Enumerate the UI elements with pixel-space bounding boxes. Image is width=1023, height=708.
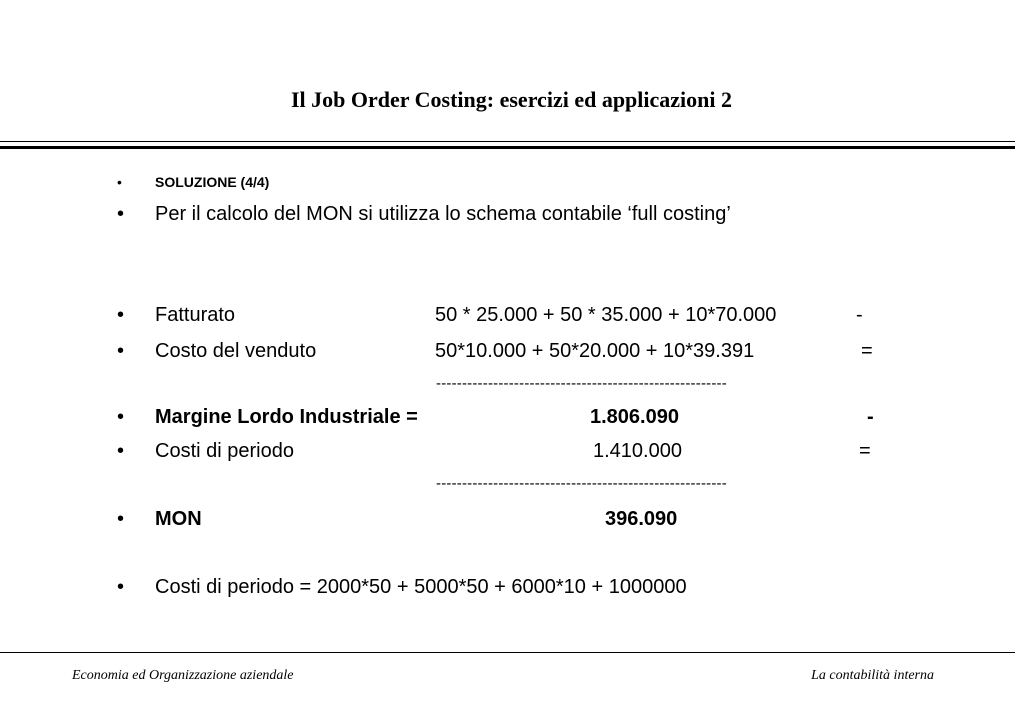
costi-periodo-operator: = (859, 440, 871, 462)
bullet-marker: • (117, 406, 125, 428)
fatturato-label: Fatturato (155, 304, 236, 326)
slide-title: Il Job Order Costing: esercizi ed applicazioni 2 (291, 87, 732, 112)
costo-venduto-formula: 50*10.000 + 50*20.000 + 10*39.391 (435, 340, 755, 362)
solution-heading: SOLUZIONE (4/4) (155, 174, 270, 190)
bullet-marker: • (117, 174, 122, 190)
bullet-marker: • (117, 576, 125, 598)
costo-venduto-label: Costo del venduto (155, 340, 317, 362)
costi-periodo-label: Costi di periodo (155, 440, 294, 462)
separator-line: -------------------------------------------------------- (436, 475, 727, 492)
header-divider-thick (0, 146, 1015, 149)
intro-text: Per il calcolo del MON si utilizza lo schema contabile ‘full costing’ (155, 203, 731, 225)
mon-label: MON (155, 508, 202, 530)
bullet-marker: • (117, 340, 125, 362)
fatturato-formula: 50 * 25.000 + 50 * 35.000 + 10*70.000 (435, 304, 777, 326)
fatturato-operator: - (856, 304, 863, 326)
footer-topic: La contabilità interna (811, 668, 934, 683)
costo-venduto-operator: = (861, 340, 873, 362)
margine-label: Margine Lordo Industriale = (155, 406, 418, 428)
margine-operator: - (867, 406, 874, 428)
bullet-marker: • (117, 440, 125, 462)
bullet-marker: • (117, 203, 125, 225)
separator-line: -------------------------------------------------------- (436, 375, 727, 392)
margine-value: 1.806.090 (590, 406, 679, 428)
footer-course-name: Economia ed Organizzazione aziendale (72, 668, 294, 683)
header-divider-thin (0, 141, 1015, 142)
bullet-marker: • (117, 304, 125, 326)
costi-periodo-note: Costi di periodo = 2000*50 + 5000*50 + 6000*10 + 1000000 (155, 576, 687, 598)
footer-divider (0, 652, 1015, 653)
mon-value: 396.090 (605, 508, 678, 530)
costi-periodo-value: 1.410.000 (593, 440, 682, 462)
bullet-marker: • (117, 508, 125, 530)
